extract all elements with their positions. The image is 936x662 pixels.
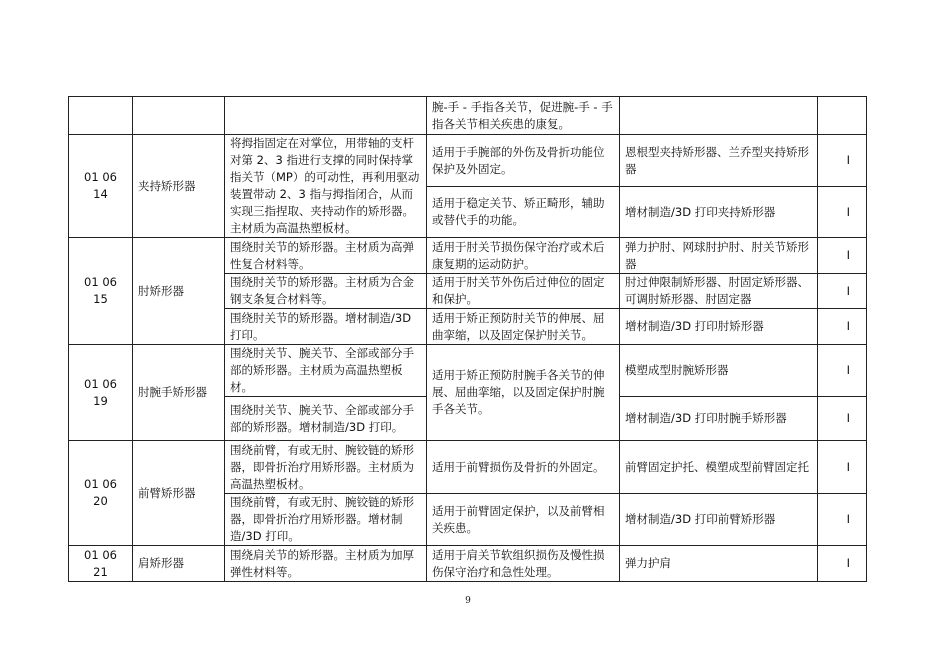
description-cell: 围绕前臂，有或无肘、腕铰链的矫形器，即骨折治疗用矫形器。增材制造/3D 打印。	[225, 494, 427, 546]
table-row	[69, 546, 867, 582]
code-part: 19	[93, 393, 108, 408]
purpose-cell: 适用于前臂固定保护，以及前臂相关疾患。	[427, 494, 620, 546]
code-part: 01 06	[84, 477, 117, 491]
class-cell	[818, 97, 867, 135]
class-cell: I	[818, 135, 867, 187]
code-part: 15	[93, 292, 108, 306]
example-cell: 模塑成型肘腕矫形器	[620, 345, 818, 397]
code-part: 01 06	[84, 275, 117, 289]
purpose-cell: 适用于肩关节软组织损伤及慢性损伤保守治疗和急性处理。	[427, 546, 620, 582]
example-cell: 增材制造/3D 打印肘矫形器	[620, 309, 818, 345]
name-cell: 夹持矫形器	[133, 135, 225, 238]
example-cell: 增材制造/3D 打印肘腕手矫形器	[620, 397, 818, 441]
purpose-cell: 适用于肘关节外伤后过伸位的固定和保护。	[427, 274, 620, 309]
code-part: 01 06	[84, 170, 117, 184]
description-cell: 围绕肘关节的矫形器。增材制造/3D 打印。	[225, 309, 427, 345]
example-cell: 恩根型夹持矫形器、兰乔型夹持矫形器	[620, 135, 818, 187]
code-cell	[69, 238, 133, 345]
name-cell: 肘矫形器	[133, 238, 225, 345]
class-cell: I	[818, 546, 867, 582]
table-row	[69, 135, 867, 187]
description-cell: 围绕肘关节、腕关节、全部或部分手部的矫形器。增材制造/3D 打印。	[225, 397, 427, 441]
classification-table	[68, 96, 867, 582]
table-row	[69, 345, 867, 397]
purpose-cell: 适用于手腕部的外伤及骨折功能位保护及外固定。	[427, 135, 620, 187]
description-cell: 围绕前臂，有或无肘、腕铰链的矫形器，即骨折治疗用矫形器。主材质为高温热塑板材。	[225, 441, 427, 494]
class-cell: I	[818, 274, 867, 309]
purpose-cell: 适用于前臂损伤及骨折的外固定。	[427, 441, 620, 494]
example-cell: 增材制造/3D 打印夹持矫形器	[620, 187, 818, 238]
table-row	[69, 238, 867, 274]
code-cell	[69, 441, 133, 546]
code-cell	[69, 135, 133, 238]
page-number: 9	[465, 596, 471, 606]
code-part: 20	[93, 494, 108, 508]
example-cell: 前臂固定护托、模塑成型前臂固定托	[620, 441, 818, 494]
code-cell	[69, 546, 133, 582]
description-cell: 围绕肘关节的矫形器。主材质为合金钢支条复合材料等。	[225, 274, 427, 309]
code-part: 14	[93, 187, 108, 201]
table-row	[69, 441, 867, 494]
example-cell: 增材制造/3D 打印前臂矫形器	[620, 494, 818, 546]
description-cell	[225, 97, 427, 135]
name-cell: 肘腕手矫形器	[133, 345, 225, 441]
class-cell: I	[818, 345, 867, 397]
code-part: 01 06	[84, 376, 117, 391]
name-cell	[133, 97, 225, 135]
example-cell: 弹力护肘、网球肘护肘、肘关节矫形器	[620, 238, 818, 274]
purpose-cell: 腕-手 - 手指各关节，促进腕-手 - 手指各关节相关疾患的康复。	[427, 97, 620, 135]
purpose-cell: 适用于矫正预防肘腕手各关节的伸展、屈曲挛缩，以及固定保护肘腕手各关节。	[427, 345, 620, 441]
class-cell: I	[818, 397, 867, 441]
name-cell: 前臂矫形器	[133, 441, 225, 546]
name-cell: 肩矫形器	[133, 546, 225, 582]
description-cell: 围绕肘关节、腕关节、全部或部分手部的矫形器。主材质为高温热塑板材。	[225, 345, 427, 397]
class-cell: I	[818, 494, 867, 546]
description-cell: 将拇指固定在对掌位，用带轴的支杆对第 2、3 指进行支撑的同时保持掌指关节（MP）的可动性，再利用驱动装置带动 2、3 指与拇指闭合，从而实现三指捏取、夹持动作的矫形器。主材质为高温热塑板材。	[225, 135, 427, 238]
purpose-cell: 适用于稳定关节、矫正畸形，辅助或替代手的功能。	[427, 187, 620, 238]
description-cell: 围绕肘关节的矫形器。主材质为高弹性复合材料等。	[225, 238, 427, 274]
code-part: 01 06	[84, 547, 117, 562]
code-cell	[69, 345, 133, 441]
purpose-cell: 适用于肘关节损伤保守治疗或术后康复期的运动防护。	[427, 238, 620, 274]
purpose-cell: 适用于矫正预防肘关节的伸展、屈曲挛缩，以及固定保护肘关节。	[427, 309, 620, 345]
class-cell: I	[818, 187, 867, 238]
class-cell: I	[818, 238, 867, 274]
example-cell: 弹力护肩	[620, 546, 818, 582]
class-cell: I	[818, 441, 867, 494]
description-cell: 围绕肩关节的矫形器。主材质为加厚弹性材料等。	[225, 546, 427, 582]
class-cell: I	[818, 309, 867, 345]
table-row	[69, 97, 867, 135]
example-cell	[620, 97, 818, 135]
example-cell: 肘过伸限制矫形器、肘固定矫形器、可调肘矫形器、肘固定器	[620, 274, 818, 309]
code-part: 21	[93, 564, 108, 579]
code-cell	[69, 97, 133, 135]
